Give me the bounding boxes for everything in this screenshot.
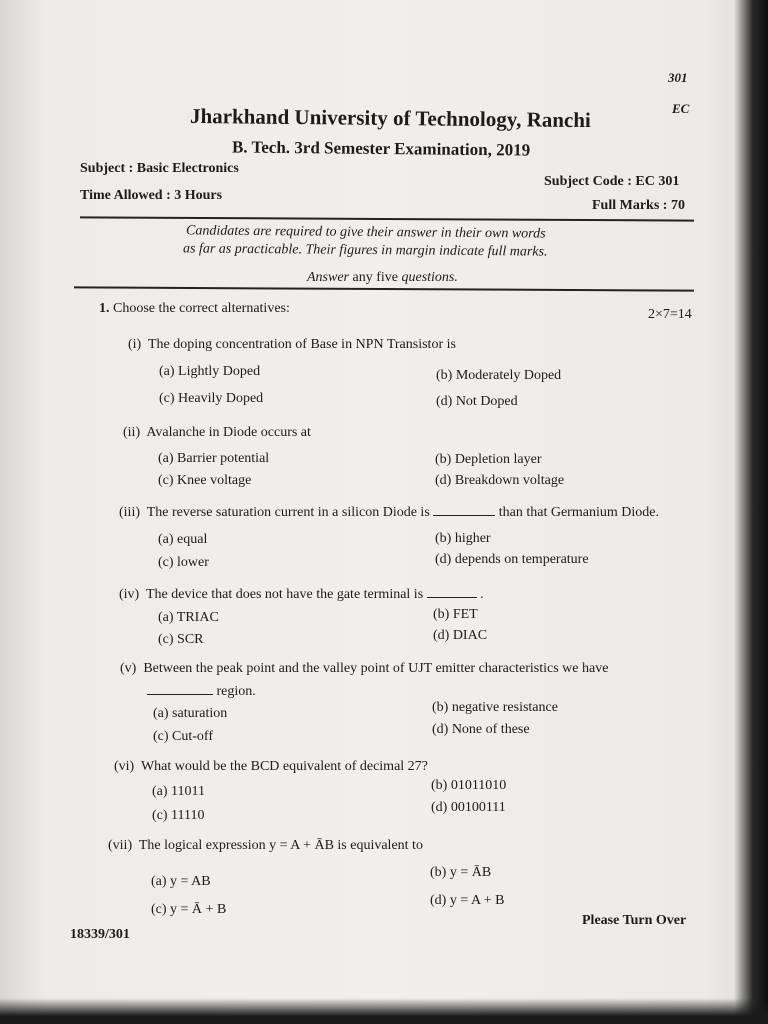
option-d: (d) 00100111	[431, 800, 506, 815]
part-v	[120, 661, 608, 677]
part-ii	[123, 425, 311, 441]
part-iii	[119, 505, 659, 521]
question-marks: 2×7=14	[648, 307, 692, 322]
answer-instruction	[307, 270, 458, 286]
option-d: (d) Breakdown voltage	[435, 473, 565, 488]
answer-blank	[433, 515, 495, 516]
part-iv	[119, 587, 484, 603]
subject-code: Subject Code : EC 301	[544, 174, 680, 189]
option-c: (c) y = Ā + B	[151, 902, 227, 917]
option-c: (c) SCR	[158, 632, 204, 647]
option-a: (a) equal	[158, 532, 208, 547]
part-number: (iii)	[119, 505, 140, 520]
full-marks: Full Marks : 70	[592, 198, 685, 213]
option-c: (c) Cut-off	[153, 729, 213, 744]
question-text: Choose the correct alternatives:	[113, 301, 290, 316]
part-text: Between the peak point and the valley point of UJT emitter characteristics we have	[143, 661, 609, 676]
branch-code: EC	[672, 101, 690, 116]
answer-blank	[147, 694, 213, 695]
paper-code: 18339/301	[70, 927, 130, 942]
part-text-after: .	[480, 587, 484, 602]
option-d: (d) DIAC	[433, 628, 488, 643]
option-a: (a) 11011	[152, 784, 205, 799]
part-number: (iv)	[119, 587, 140, 602]
part-i	[128, 337, 456, 353]
option-a: (a) Lightly Doped	[159, 364, 261, 379]
option-a: (a) TRIAC	[158, 610, 219, 625]
part-text-line-2: region.	[216, 684, 256, 699]
answer-blank	[427, 597, 477, 598]
answer-prefix: Answer	[307, 270, 349, 285]
please-turn-over: Please Turn Over	[582, 913, 687, 928]
option-d: (d) depends on temperature	[435, 552, 589, 567]
option-d: (d) y = A + B	[430, 893, 505, 908]
part-text: The doping concentration of Base in NPN Transistor is	[147, 337, 456, 352]
part-vi	[114, 759, 428, 775]
time-allowed: Time Allowed : 3 Hours	[80, 188, 223, 203]
option-c: (c) Knee voltage	[158, 473, 252, 488]
part-vii	[108, 838, 423, 854]
part-text: What would be the BCD equivalent of decimal 27?	[140, 759, 428, 774]
option-c: (c) 11110	[152, 808, 205, 823]
question-number: 1.	[99, 301, 110, 316]
scan-dark-bottom	[0, 998, 768, 1024]
part-number: (vi)	[114, 759, 135, 774]
answer-count: any five	[352, 270, 398, 285]
option-d: (d) Not Doped	[436, 394, 518, 409]
part-text-before: The reverse saturation current in a silicon Diode is	[146, 505, 430, 520]
instruction-line-2: as far as practicable. Their figures in margin indicate full marks.	[182, 241, 548, 260]
part-text-before: The device that does not have the gate terminal is	[145, 587, 424, 602]
option-b: (b) Moderately Doped	[436, 368, 562, 383]
header-rule	[80, 216, 694, 221]
part-number: (i)	[128, 337, 142, 352]
exam-title: B. Tech. 3rd Semester Examination, 2019	[231, 137, 531, 160]
university-title: Jharkhand University of Technology, Ranchi	[189, 103, 591, 133]
option-b: (b) Depletion layer	[435, 452, 542, 467]
question-1	[99, 301, 290, 317]
option-a: (a) y = AB	[151, 874, 211, 889]
option-c: (c) Heavily Doped	[159, 391, 264, 406]
option-d: (d) None of these	[432, 722, 530, 737]
option-b: (b) 01011010	[431, 778, 507, 793]
part-number: (vii)	[108, 838, 133, 853]
part-text: Avalanche in Diode occurs at	[146, 425, 311, 440]
part-v-line-2	[147, 684, 256, 700]
option-a: (a) Barrier potential	[158, 451, 270, 466]
option-b: (b) y = ĀB	[430, 865, 492, 880]
part-text: The logical expression y = A + ĀB is equivalent to	[138, 838, 423, 853]
part-number: (ii)	[123, 425, 141, 440]
instruction-line-1: Candidates are required to give their answer in their own words	[185, 223, 546, 242]
subject-name: Subject : Basic Electronics	[80, 161, 239, 176]
option-a: (a) saturation	[153, 706, 228, 721]
part-number: (v)	[120, 661, 137, 676]
option-b: (b) negative resistance	[432, 700, 558, 715]
option-b: (b) higher	[435, 531, 491, 546]
option-c: (c) lower	[158, 555, 209, 570]
option-b: (b) FET	[433, 607, 478, 622]
paper-number: 301	[668, 70, 688, 85]
part-text-after: than that Germanium Diode.	[498, 505, 659, 520]
scan-dark-edge	[734, 0, 768, 1024]
answer-suffix: questions.	[401, 270, 458, 285]
instruction-rule	[74, 286, 694, 291]
